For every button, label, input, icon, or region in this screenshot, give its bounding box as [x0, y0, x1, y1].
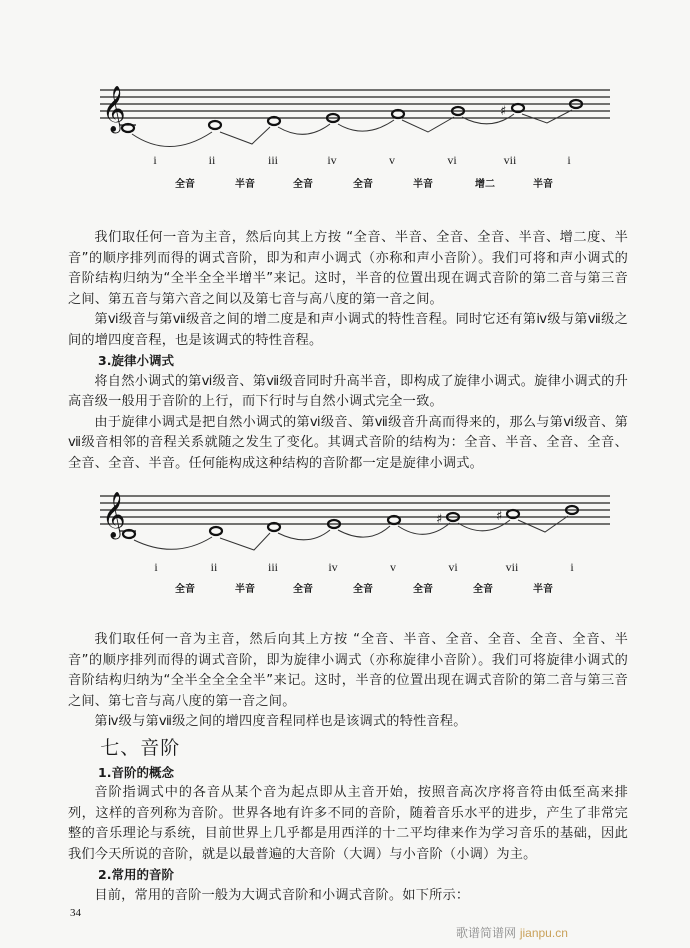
interval-label: 全音 [473, 584, 493, 595]
degree-label: vii [503, 153, 517, 167]
degree-label: i [570, 560, 574, 574]
sharp-icon: ♯ [436, 512, 443, 527]
interval-label: 半音 [533, 179, 553, 190]
sharp-icon: ♯ [500, 104, 507, 119]
degree-label: iv [328, 560, 338, 574]
scale-degree-row [100, 153, 620, 169]
text-block-melodic-minor [68, 630, 628, 906]
watermark [456, 924, 568, 941]
section-heading-melodic-minor: 3.旋律小调式 [98, 353, 174, 368]
scale-degree-row [100, 560, 620, 576]
sharp-icon: ♯ [496, 509, 503, 524]
watermark-cn: 歌谱简谱网 [456, 926, 520, 940]
interval-label: 全音 [413, 584, 433, 595]
interval-label: 半音 [533, 584, 553, 595]
paragraph: 将自然小调式的第ⅵ级音、第ⅶ级音同时升高半音，即构成了旋律小调式。旋律小调式的升高音级一般用于音阶的上行，而下行时与自然小调式完全一致。 [68, 373, 628, 409]
paragraph: 第ⅵ级音与第ⅶ级音之间的增二度是和声小调式的特性音程。同时它还有第ⅳ级与第ⅶ级之间的增四度音程，也是该调式的特性音程。 [68, 312, 628, 348]
paragraph: 目前，常用的音阶一般为大调式音阶和小调式音阶。如下所示： [94, 887, 470, 903]
subheading-scale-concept: 1.音阶的概念 [98, 764, 174, 780]
staff-figure-harmonic-minor [100, 40, 620, 200]
degree-label: i [154, 560, 158, 574]
interval-label: 全音 [353, 179, 373, 190]
degree-label: vi [447, 153, 457, 167]
interval-label: 全音 [293, 584, 313, 595]
interval-label: 全音 [175, 179, 195, 190]
degree-label: vii [505, 560, 519, 574]
degree-label: iv [327, 153, 337, 167]
degree-label: ii [208, 153, 216, 167]
paragraph: 我们取任何一音为主音，然后向其上方按 “全音、半音、全音、全音、半音、增二度、半音”的顺序排列而得的调式音阶，即为和声小调式（亦称和声小音阶）。我们可将和声小调式的音阶结构归纳为“全半全全半增半”来记。这时，半音的位置出现在调式音阶的第二音与第三音之间、第五音与第六音之间以及第七音与高八度的第一音之间。 [68, 230, 628, 307]
subheading-common-scales: 2.常用的音阶 [98, 867, 174, 882]
degree-label: vi [448, 560, 458, 574]
treble-clef-icon: 𝄞 [102, 86, 126, 132]
paragraph: 第ⅳ级与第ⅶ级之间的增四度音程同样也是该调式的特性音程。 [94, 714, 467, 729]
degree-label: iii [267, 560, 279, 574]
interval-label: 半音 [235, 584, 255, 595]
degree-label: ii [210, 560, 218, 574]
interval-label: 半音 [235, 179, 255, 190]
page-number: 34 [70, 907, 81, 919]
paragraph: 我们取任何一音为主音，然后向其上方按 “全音、半音、全音、全音、全音、全音、半音”的顺序排列而得的调式音阶，即为旋律小调式（亦称旋律小音阶）。我们可将旋律小调式的音阶结构归纳为“全半全全全全半”来记。这时，半音的位置出现在调式音阶的第二音与第三音之间、第七音与高八度的第一音之间。 [68, 632, 628, 709]
text-block-harmonic-minor [68, 228, 628, 474]
interval-label: 全音 [293, 179, 313, 190]
degree-label: iii [267, 153, 279, 167]
interval-label: 半音 [413, 179, 433, 190]
staff-figure-melodic-minor [100, 470, 620, 620]
section-title-scales: 七、音阶 [100, 736, 181, 759]
interval-label: 全音 [353, 584, 373, 595]
treble-clef-icon: 𝄞 [102, 492, 126, 538]
interval-row [100, 580, 620, 596]
watermark-latin: jianpu.cn [519, 926, 568, 940]
degree-label: v [389, 153, 395, 167]
paragraph: 音阶指调式中的各音从某个音为起点即从主音开始，按照音高次序将音符由低至高来排列，这样的音列称为音阶。世界各地有许多不同的音阶，随着音乐水平的进步，产生了非常完整的音乐理论与系统，目前世界上几乎都是用西洋的十二平均律来作为学习音乐的基础，因此我们今天所说的音阶，就是以最普遍的大音阶（大调）与小音阶（小调）为主。 [68, 785, 628, 862]
paragraph: 由于旋律小调式是把自然小调式的第ⅵ级音、第ⅶ级音升高而得来的，那么与第ⅵ级音、第ⅶ级音相邻的音程关系就随之发生了变化。其调式音阶的结构为：全音、半音、全音、全音、全音、全音、半音。任何能构成这种结构的音阶都一定是旋律小调式。 [68, 414, 628, 471]
interval-label: 全音 [175, 584, 195, 595]
degree-label: i [567, 153, 571, 167]
interval-label: 增二 [475, 179, 495, 190]
degree-label: i [153, 153, 157, 167]
interval-row [100, 175, 620, 191]
degree-label: v [390, 560, 396, 574]
staff-notation-harmonic-minor [100, 40, 620, 150]
staff-notation-melodic-minor [100, 470, 620, 570]
